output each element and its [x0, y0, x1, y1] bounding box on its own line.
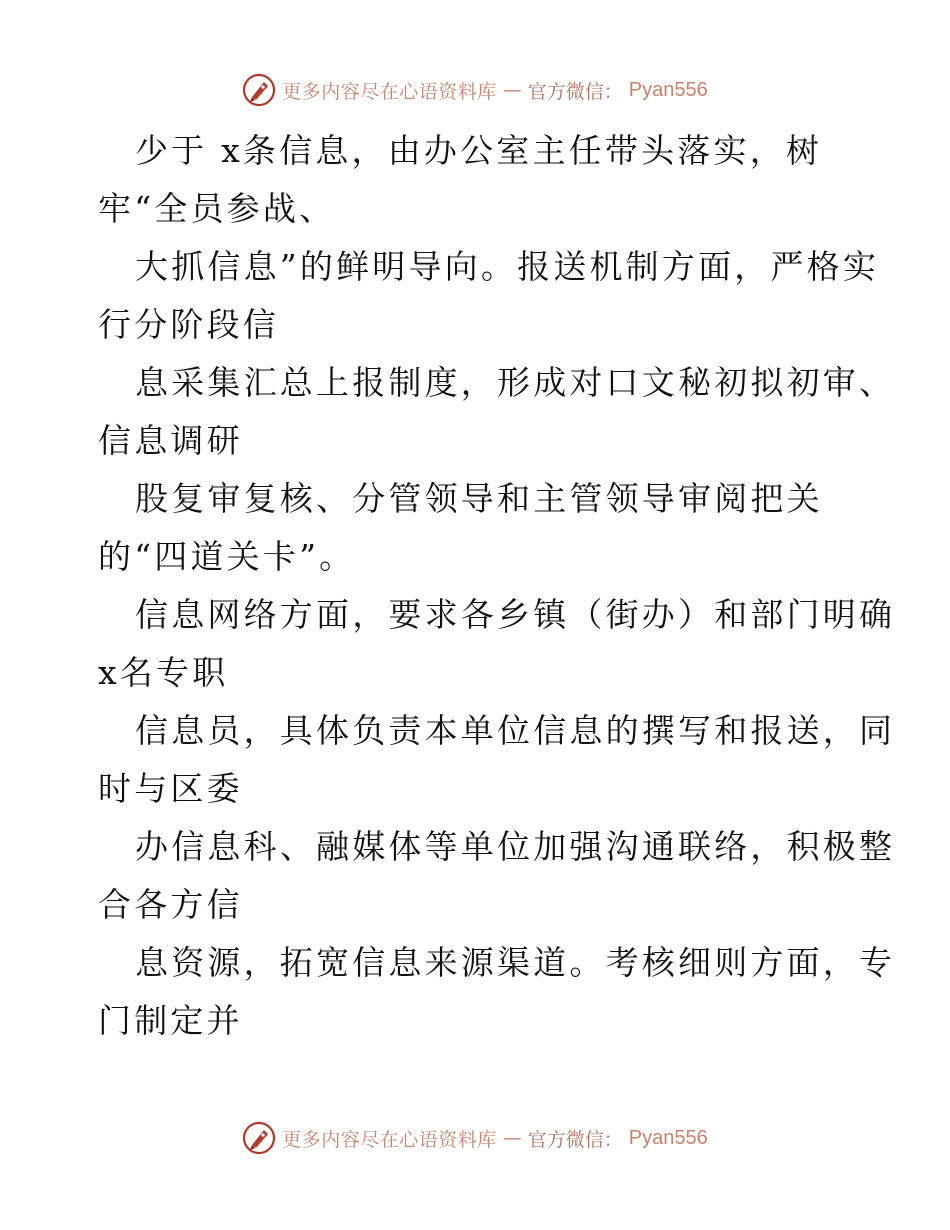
banner-wechat-label: 官方微信：: [527, 1128, 623, 1151]
text-line: 信息调研: [98, 421, 243, 460]
header-banner: [0, 70, 950, 110]
text-line: 信息员，具体负责本单位信息的撰写和报送，同: [135, 711, 896, 750]
text-line: 门制定并: [98, 1001, 243, 1040]
document-body: [98, 122, 896, 1050]
text-line: 信息网络方面，要求各乡镇（街办）和部门明确: [135, 595, 896, 634]
banner-wechat-id: Pyan556: [628, 78, 708, 101]
text-line: 的“四道关卡”。: [98, 537, 356, 576]
text-line: 时与区委: [98, 769, 243, 808]
banner-wechat-id: Pyan556: [628, 1126, 708, 1149]
text-line: 息采集汇总上报制度，形成对口文秘初拟初审、: [135, 363, 896, 402]
text-line: 行分阶段信: [98, 305, 279, 344]
pen-nib-logo-icon: [242, 73, 276, 107]
text-line: x名专职: [98, 653, 229, 692]
text-line: 牢“全员参战、: [98, 189, 336, 228]
text-line: 合各方信: [98, 885, 243, 924]
banner-separator: —: [502, 79, 522, 101]
text-line: 少于 x条信息，由办公室主任带头落实，树: [135, 131, 823, 170]
banner-separator: —: [502, 1127, 522, 1149]
banner-slogan: 更多内容尽在心语资料库: [282, 80, 497, 103]
text-line: 办信息科、融媒体等单位加强沟通联络，积极整: [135, 827, 896, 866]
text-line: 息资源，拓宽信息来源渠道。考核细则方面，专: [135, 943, 896, 982]
text-line: 大抓信息”的鲜明导向。报送机制方面，严格实: [135, 247, 880, 286]
banner-wechat-label: 官方微信：: [527, 80, 623, 103]
footer-banner: [0, 1118, 950, 1158]
banner-slogan: 更多内容尽在心语资料库: [282, 1128, 497, 1151]
text-line: 股复审复核、分管领导和主管领导审阅把关: [135, 479, 823, 518]
pen-nib-logo-icon: [242, 1121, 276, 1155]
